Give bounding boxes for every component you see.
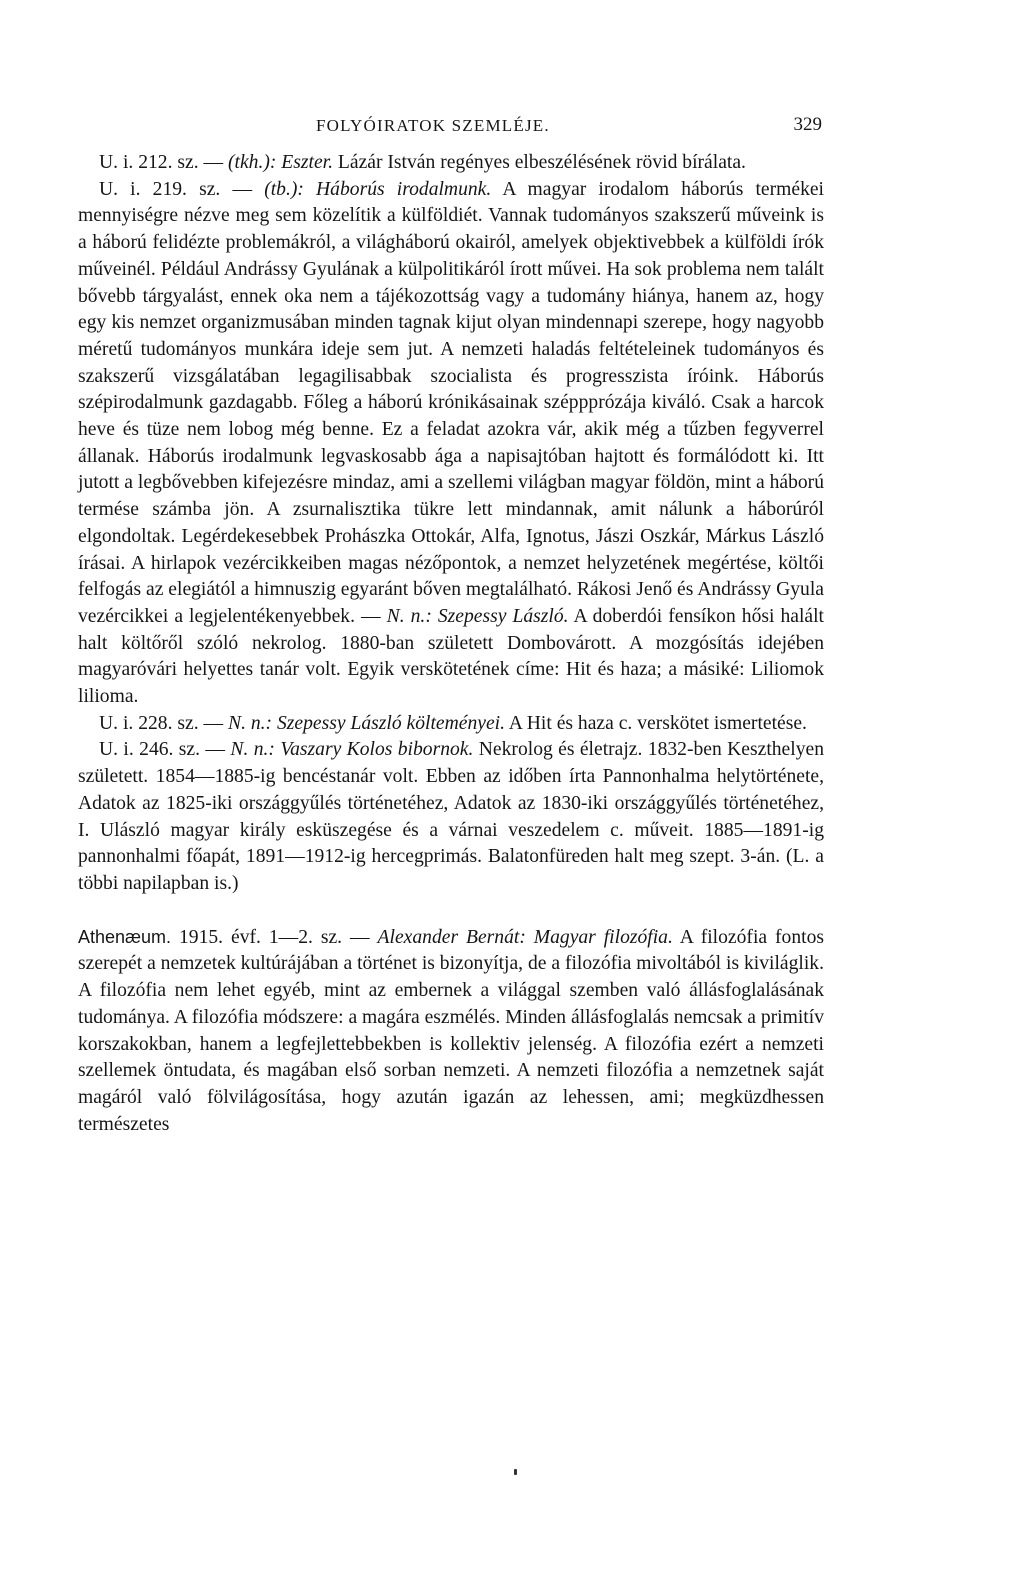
entry-separator: —: [342, 926, 378, 948]
ink-speck: [514, 1469, 517, 1475]
entry-text: A magyar irodalom háborús termékei mennyiségre nézve meg sem közelítik a külföldiét. Vannak tudományos szakszerű műveink is a háború felidézte problemákról, a világháború okairól, amelyek objektivebbek a külföldi írók műveinél. Például Andrássy Gyulának a külpolitikáról írott művei. Ha sok problema nem talált bővebb tárgyalást, ennek oka nem a tájékozottság vagy a tudomány hiánya, hanem az, hogy egy kis nemzet organizmusában minden tagnak kijut olyan mindennapi szerepe, hogy nagyobb méretű tudományos munkára ideje sem jut. A nemzeti haladás feltételeinek tudományos és szakszerű vizsgálatában legagilisabbak szocialista és progresszista íróink. Háborús szépirodalmunk gazdagabb. Főleg a háború krónikásainak széppprózája kiváló. Csak a harcok heve és tüze nem lobog még benne. Ez a feladat azokra vár, akik még a tűzben fegyverrel állanak. Háborús irodalmunk legvaskosabb ága a napisajtóban hajtott és formálódott ki. Itt jutott a legbővebben kifejezésre mindaz, ami a szellemi világban magyar földön, mint a háború termése számba jön. A zsurnalisztika tükre lett mindannak, amit nálunk a háborúról elgondoltak. Legérdekesebbek Prohászka Ottokár, Alfa, Ignotus, Jászi Oszkár, Márkus László írásai. A hirlapok vezércikkeiben magas nézőpontok, a nemzet helyzetének megértése, költői felfogás az elegiától a himnuszig egyaránt bőven megtalálható. Rákosi Jenő és Andrássy Gyula vezércikkei a legjelentékenyebbek.: [78, 178, 825, 627]
running-head: [78, 110, 824, 150]
entry-separator: —: [200, 739, 231, 761]
review-entry-228: [78, 711, 824, 738]
running-head-title: FOLYÓIRATOK SZEMLÉJE.: [316, 116, 550, 135]
entry-separator: —: [198, 152, 228, 173]
entry-reference: U. i. 246. sz.: [99, 739, 201, 761]
review-entry-212: [78, 150, 824, 177]
page-body: [78, 110, 824, 1138]
entry-text: Lázár István regényes elbeszélésének rövid bírálata.: [333, 152, 746, 173]
entry-text: A filozófia fontos szerepét a nemzetek kultúrájában a történet is bizonyítja, de a filozófia mivoltából is kiviláglik. A filozófia nem lehet egyéb, mint az embernek a világgal szemben való állásfoglalásának tudománya. A filozófia módszere: a magára eszmélés. Minden állásfoglalás nemcsak a primitív korszakokban, hanem a legfejlettebbekben is kollektiv jelenség. A filozófia ezért a nemzeti szellemek öntudata, és magában első sorban nemzeti. A nemzeti filozófia a nemzetnek saját magáról való fölvilágosítása, hogy azután igazán az lehessen, ami; megküzdhessen természetes: [78, 926, 824, 1135]
entry-text: A doberdói fensíkon hősi halált halt költőről szóló nekrolog. 1880-ban született Dombovárott. A mozgósítás idejében magyaróvári helyettes tanár volt. Egyik verskötetének címe: Hit és haza; a másiké: Liliomok lilioma.: [78, 605, 824, 708]
journal-name: Athenæum.: [78, 926, 172, 947]
entry-reference: 1915. évf. 1—2. sz.: [171, 926, 343, 948]
entry-title: N. n.: Szepessy László költeményei.: [228, 712, 505, 734]
entry-reference: U. i. 219. sz.: [99, 178, 221, 200]
entry-title: (tkh.): Eszter.: [228, 152, 334, 173]
entry-text: A Hit és haza c. verskötet ismertetése.: [504, 712, 807, 734]
entry-title: Alexander Bernát: Magyar filozófia.: [377, 926, 673, 948]
entry-separator: —: [354, 605, 387, 627]
entry-reference: U. i. 228. sz.: [99, 712, 199, 734]
entry-title: N. n.: Vaszary Kolos bibornok.: [230, 739, 474, 761]
entry-separator: —: [198, 712, 228, 734]
entry-title: N. n.: Szepessy László.: [386, 605, 569, 627]
review-entry-athenaeum: [78, 924, 824, 1139]
entry-text: Nekrolog és életrajz. 1832-ben Keszthelyen született. 1854—1885-ig bencéstanár volt. Ebben az időben írta Pannonhalma helytörténete, Adatok az 1825-iki országgyűlés történetéhez, Adatok az 1830-iki országgyűlés történetéhez, I. Ulászló magyar király esküszegése és a várnai veszedelem c. műveit. 1885—1891-ig pannonhalmi főapát, 1891—1912-ig hercegprimás. Balatonfüreden halt meg szept. 3-án. (L. a többi napilapban is.): [78, 739, 824, 894]
page-number: 329: [793, 114, 822, 135]
review-entry-219: [78, 177, 824, 711]
entry-reference: U. i. 212. sz.: [99, 152, 199, 173]
entry-title: (tb.): Háborús irodalmunk.: [264, 178, 492, 200]
entry-separator: —: [220, 178, 265, 200]
review-entry-246: [78, 737, 824, 897]
section-gap: [78, 898, 824, 924]
